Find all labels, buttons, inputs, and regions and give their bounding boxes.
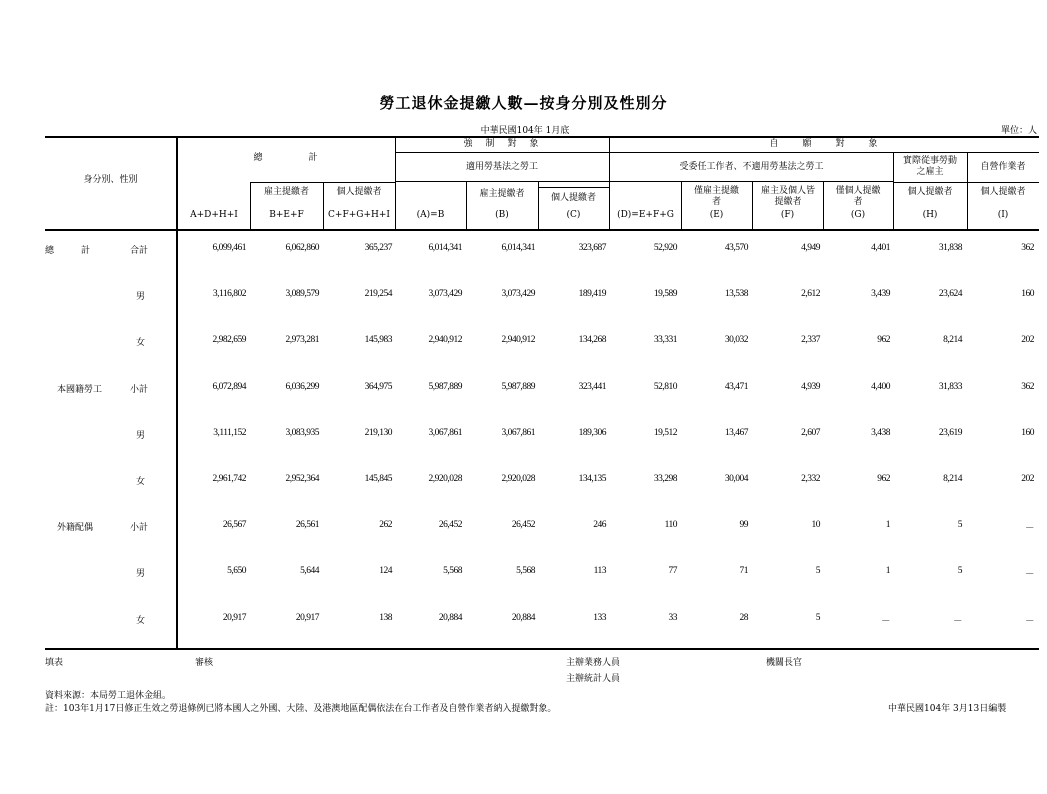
table-cell: 3,111,152 xyxy=(213,428,246,438)
header-bottom-rule xyxy=(45,229,1039,231)
row-group-label: 本國籍勞工 xyxy=(57,385,103,395)
table-cell: 5,987,889 xyxy=(428,382,462,392)
footer-source: 資料來源：本局勞工退休金組。 xyxy=(45,691,172,701)
table-cell: 4,400 xyxy=(871,382,890,392)
footer-review: 審核 xyxy=(195,658,214,668)
commissioned-header: 受委任工作者、不適用勞基法之勞工 xyxy=(679,162,824,172)
table-cell: 30,004 xyxy=(724,474,748,484)
table-cell: 2,952,364 xyxy=(285,474,319,484)
row-sub-label: 女 xyxy=(136,477,146,487)
total-header: 總 計 xyxy=(253,153,320,163)
table-cell: 2,612 xyxy=(801,289,820,299)
table-cell: 3,089,579 xyxy=(285,289,319,299)
formula-d: (D)=E+F+G xyxy=(617,210,674,220)
table-cell: 5,650 xyxy=(227,566,246,576)
table-cell: 33,331 xyxy=(653,335,677,345)
row-header-label: 身分別、性別 xyxy=(83,175,138,185)
table-cell: 30,032 xyxy=(724,335,748,345)
footer-business: 主辦業務人員 xyxy=(566,658,621,668)
table-cell: 3,116,802 xyxy=(212,289,246,299)
table-cell: 26,452 xyxy=(511,520,535,530)
table-cell: 23,619 xyxy=(938,428,962,438)
table-cell: 2,940,912 xyxy=(501,335,535,345)
table-cell: 2,961,742 xyxy=(212,474,246,484)
table-cell: 145,983 xyxy=(364,335,392,345)
table-cell: 31,833 xyxy=(938,382,962,392)
table-cell: 13,467 xyxy=(724,428,748,438)
table-cell: 364,975 xyxy=(364,382,392,392)
table-cell: 189,419 xyxy=(578,289,606,299)
table-cell: 2,920,028 xyxy=(501,474,535,484)
table-cell: － xyxy=(880,617,890,627)
footer-compiled: 中華民國104年 3月13日編製 xyxy=(888,704,1007,714)
table-bottom-rule xyxy=(45,648,1039,650)
formula-g: (G) xyxy=(850,210,866,220)
table-cell: 5,987,889 xyxy=(501,382,535,392)
self-employed-header: 自營作業者 xyxy=(980,162,1026,172)
report-date: 中華民國104年 1月底 xyxy=(480,126,570,136)
footer-head: 機關長官 xyxy=(766,658,803,668)
row-sub-label: 女 xyxy=(136,338,146,348)
footer-note: 註：103年1月17日修正生效之勞退條例已將本國人之外國、大陸、及港澳地區配偶依法在台工作者及自營作業者納入提繳對象。 xyxy=(45,704,557,714)
table-cell: 160 xyxy=(1021,289,1034,299)
table-cell: 6,072,894 xyxy=(212,382,246,392)
table-cell: 219,130 xyxy=(364,428,392,438)
table-cell: 1 xyxy=(885,566,890,576)
col-divider xyxy=(752,182,753,230)
header-line xyxy=(893,182,1039,183)
table-cell: 2,973,281 xyxy=(285,335,319,345)
applicable-labor-header: 適用勞基法之勞工 xyxy=(465,162,538,172)
mand-individual-header: 個人提繳者 xyxy=(550,193,596,203)
footer-fill: 填表 xyxy=(45,658,64,668)
row-group-label: 總 計 xyxy=(45,246,91,256)
table-cell: 362 xyxy=(1021,382,1034,392)
table-cell: 3,439 xyxy=(871,289,890,299)
table-cell: 962 xyxy=(877,335,890,345)
formula-employer: B+E+F xyxy=(269,210,304,220)
mandatory-header: 強 制 對 象 xyxy=(463,139,541,149)
table-cell: 6,062,860 xyxy=(285,243,319,253)
table-cell: 5,568 xyxy=(443,566,462,576)
table-cell: 19,589 xyxy=(653,289,677,299)
table-top-rule xyxy=(45,136,1039,138)
table-cell: 6,014,341 xyxy=(501,243,535,253)
table-cell: 8,214 xyxy=(943,474,962,484)
formula-f: (F) xyxy=(780,210,795,220)
table-cell: 33,298 xyxy=(653,474,677,484)
table-cell: 99 xyxy=(739,520,748,530)
table-cell: 145,845 xyxy=(364,474,392,484)
formula-b: (B) xyxy=(495,210,509,220)
table-cell: 962 xyxy=(877,474,890,484)
table-cell: 5 xyxy=(957,520,962,530)
table-cell: 362 xyxy=(1021,243,1034,253)
table-cell: 3,067,861 xyxy=(428,428,462,438)
formula-c: (C) xyxy=(566,210,581,220)
row-sub-label: 小計 xyxy=(130,385,149,395)
table-cell: 4,939 xyxy=(801,382,820,392)
table-cell: 160 xyxy=(1021,428,1034,438)
table-cell: 71 xyxy=(739,566,748,576)
self-employed-sub: 個人提繳者 xyxy=(980,187,1026,197)
table-cell: 26,561 xyxy=(295,520,319,530)
table-cell: 13,538 xyxy=(724,289,748,299)
table-cell: 52,920 xyxy=(653,243,677,253)
table-cell: 31,838 xyxy=(938,243,962,253)
row-sub-label: 男 xyxy=(136,431,146,441)
table-cell: 246 xyxy=(593,520,606,530)
table-cell: － xyxy=(1024,570,1034,580)
row-sub-label: 小計 xyxy=(130,523,149,533)
formula-i: (I) xyxy=(997,210,1009,220)
table-cell: 4,949 xyxy=(801,243,820,253)
table-cell: 4,401 xyxy=(871,243,890,253)
table-cell: 20,917 xyxy=(295,613,319,623)
table-cell: 138 xyxy=(379,613,392,623)
table-cell: 365,237 xyxy=(364,243,392,253)
table-cell: 202 xyxy=(1021,474,1034,484)
table-cell: 2,607 xyxy=(801,428,820,438)
col-divider xyxy=(538,182,539,230)
table-cell: 5 xyxy=(815,613,820,623)
formula-h: (H) xyxy=(922,210,938,220)
row-group-label: 外籍配偶 xyxy=(57,523,94,533)
only-employer-header: 僅雇主提繳者 xyxy=(694,186,740,207)
table-cell: 219,254 xyxy=(364,289,392,299)
table-cell: 5,568 xyxy=(516,566,535,576)
table-cell: 113 xyxy=(593,566,606,576)
table-cell: 124 xyxy=(379,566,392,576)
col-divider xyxy=(681,182,682,230)
table-cell: 3,073,429 xyxy=(428,289,462,299)
table-cell: － xyxy=(1024,524,1034,534)
table-cell: 19,512 xyxy=(653,428,677,438)
header-line xyxy=(395,181,609,182)
table-cell: 5,644 xyxy=(300,566,319,576)
table-cell: 2,920,028 xyxy=(428,474,462,484)
table-cell: 52,810 xyxy=(653,382,677,392)
table-cell: 43,471 xyxy=(724,382,748,392)
table-cell: 134,268 xyxy=(578,335,606,345)
table-cell: 8,214 xyxy=(943,335,962,345)
table-cell: 23,624 xyxy=(938,289,962,299)
table-cell: 1 xyxy=(885,520,890,530)
table-cell: 6,036,299 xyxy=(285,382,319,392)
table-cell: 3,073,429 xyxy=(501,289,535,299)
table-cell: 189,306 xyxy=(578,428,606,438)
total-employer-header: 雇主提繳者 xyxy=(263,187,309,197)
table-cell: 43,570 xyxy=(724,243,748,253)
only-individual-header: 僅個人提繳者 xyxy=(835,186,881,207)
table-cell: 2,332 xyxy=(801,474,820,484)
table-cell: 2,982,659 xyxy=(212,335,246,345)
table-cell: 33 xyxy=(668,613,677,623)
table-cell: 262 xyxy=(379,520,392,530)
table-cell: 5 xyxy=(815,566,820,576)
table-cell: 26,567 xyxy=(222,520,246,530)
row-sub-label: 男 xyxy=(136,569,146,579)
table-cell: 323,441 xyxy=(578,382,606,392)
mand-employer-header: 雇主提繳者 xyxy=(479,189,525,199)
table-cell: 20,917 xyxy=(222,613,246,623)
table-cell: 10 xyxy=(811,520,820,530)
table-cell: 6,099,461 xyxy=(212,243,246,253)
table-cell: 134,135 xyxy=(578,474,606,484)
table-cell: 2,337 xyxy=(801,335,820,345)
table-cell: 77 xyxy=(668,566,677,576)
actual-employer-sub: 個人提繳者 xyxy=(907,187,953,197)
table-cell: － xyxy=(1024,617,1034,627)
formula-individual: C+F+G+H+I xyxy=(328,210,390,220)
formula-total: A+D+H+I xyxy=(190,210,238,220)
table-cell: 202 xyxy=(1021,335,1034,345)
table-cell: 3,438 xyxy=(871,428,890,438)
table-cell: 3,067,861 xyxy=(501,428,535,438)
table-cell: 133 xyxy=(593,613,606,623)
both-header: 雇主及個人皆提繳者 xyxy=(760,186,815,207)
header-line xyxy=(395,152,1039,153)
table-cell: 26,452 xyxy=(438,520,462,530)
table-cell: 3,083,935 xyxy=(285,428,319,438)
footer-stats: 主辦統計人員 xyxy=(566,674,621,684)
table-cell: 28 xyxy=(739,613,748,623)
table-cell: 323,687 xyxy=(578,243,606,253)
table-cell: － xyxy=(952,617,962,627)
table-cell: 5 xyxy=(957,566,962,576)
header-line xyxy=(538,187,609,188)
unit-label: 單位：人 xyxy=(1000,126,1037,136)
formula-a: (A)=B xyxy=(416,210,445,220)
page-title: 勞工退休金提繳人數—按身分別及性別分 xyxy=(379,94,668,112)
table-cell: 20,884 xyxy=(511,613,535,623)
voluntary-header: 自 願 對 象 xyxy=(769,139,880,149)
row-sub-label: 男 xyxy=(136,292,146,302)
table-cell: 6,014,341 xyxy=(428,243,462,253)
formula-e: (E) xyxy=(709,210,724,220)
table-cell: 110 xyxy=(664,520,677,530)
col-divider xyxy=(823,182,824,230)
total-individual-header: 個人提繳者 xyxy=(336,187,382,197)
actual-employer-header: 實際從事勞動之雇主 xyxy=(902,156,957,177)
table-cell: 2,940,912 xyxy=(428,335,462,345)
row-sub-label: 合計 xyxy=(130,246,149,256)
row-sub-label: 女 xyxy=(136,616,146,626)
table-cell: 20,884 xyxy=(438,613,462,623)
